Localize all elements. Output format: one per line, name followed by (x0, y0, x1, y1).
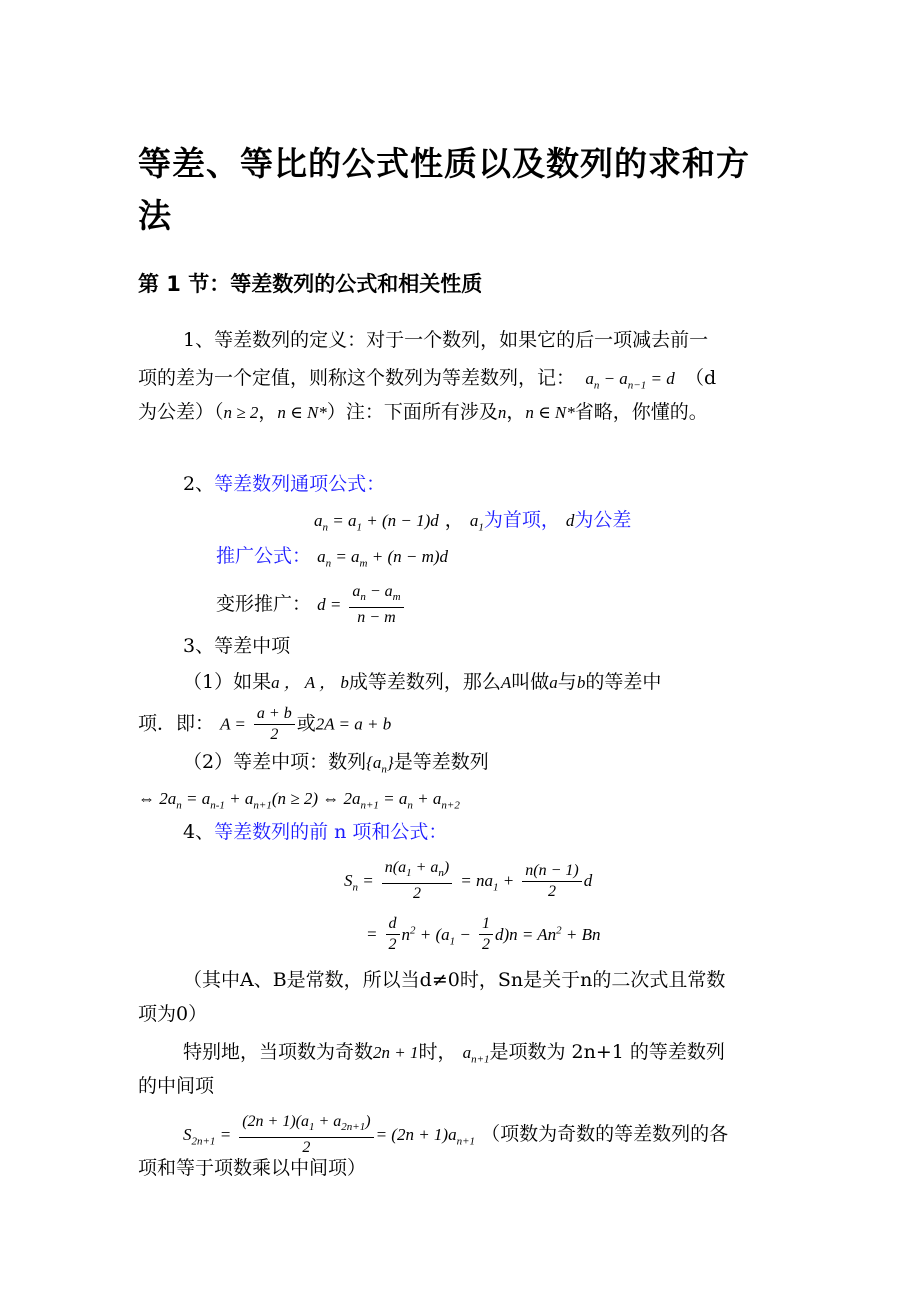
extended-label: 推广公式： (216, 545, 312, 567)
mid-p1-b: 成等差数列，那么 (348, 671, 501, 693)
cond-n-in-N: n ∈ N* (277, 403, 327, 422)
general-note-a1: $a_1$ (469, 511, 484, 534)
general-note-2: 为公差 (574, 509, 632, 531)
sum-f1-mid: = $na_1$ + (460, 871, 515, 894)
def-text-a: 为公差）（ (138, 401, 224, 423)
sum-f2-num2: 1 (479, 914, 493, 935)
variant-numerator: $a_n - a_m$ (349, 582, 403, 608)
cond-n-in-N-2: n ∈ N* (525, 403, 575, 422)
definition-formula: $a_n - a_{n-1} = d$ (581, 369, 679, 392)
mid-p1-e: 的等差中 (585, 671, 662, 693)
mid-alt-formula: 2A = a + b (315, 714, 392, 734)
odd-rhs: = $(2n + 1)a_{n+1}$ (375, 1125, 476, 1148)
var-n: n (497, 403, 507, 422)
special-2n1: 2n + 1 (373, 1043, 419, 1062)
sum-note-line1: （其中A、B是常数，所以当d≠0时，Sn是关于n的二次式且常数 (183, 969, 726, 991)
sum-heading-num: 4、 (183, 821, 215, 843)
sum-f2-frac2 (479, 914, 493, 955)
mid-p2-f5: $2a_{n+1} = a_n + a_{n+2}$ (343, 789, 460, 812)
variant-fraction (349, 582, 403, 628)
sum-f1-tail: d (583, 871, 593, 891)
mid-p1-vars: a ， A ， b (271, 673, 349, 692)
def-text-d: 省略，你懂的。 (574, 401, 708, 423)
middle-heading: 3、等差中项 (183, 635, 291, 657)
odd-den: 2 (302, 1139, 311, 1157)
general-note-sep: ， (444, 509, 464, 531)
mid-p1-c: 叫做 (511, 671, 550, 693)
variant-label: 变形推广： (216, 593, 312, 616)
mid-p2-f2: $2a_n = a_{n-1} + a_{n+1}$ (159, 789, 272, 812)
sum-f2-tail: $d)n = An^2 + Bn$ (494, 923, 601, 944)
general-note-1: 为首项， (483, 509, 560, 531)
sum-f1-num1: $n(a_1 + a_n)$ (382, 858, 452, 884)
odd-num: $(2n + 1)(a_1 + a_{2n+1})$ (239, 1112, 373, 1138)
special-b: 时， (418, 1041, 457, 1063)
mid-p2-f3: (n ≥ 2) (271, 789, 318, 808)
sum-f2-num1: d (386, 914, 400, 935)
extended-formula: $a_n = a_m + (n - m)d$ (317, 547, 449, 570)
mid-p1-b2: b (576, 673, 586, 692)
sum-formula-1 (344, 858, 592, 904)
general-heading-text: 等差数列通项公式： (214, 473, 386, 495)
sum-f1-den1: 2 (413, 885, 421, 903)
section-heading: 第 1 节：等差数列的公式和相关性质 (138, 272, 483, 296)
definition-line-2 (138, 364, 716, 399)
sum-f2-den1: 2 (388, 936, 397, 953)
mid-p1-d: 与 (557, 671, 577, 693)
sum-f2-eq: = (366, 924, 378, 944)
mid-p1-line2-text: 项．即： (138, 712, 215, 735)
definition-text-2: 项的差为一个定值，则称这个数列为等差数列，记： (138, 367, 576, 389)
mid-p2-seq: $\{a_n\}$ (366, 753, 394, 776)
mid-or: 或 (296, 712, 316, 735)
variant-lhs: d = (317, 595, 342, 615)
sum-f2-frac1 (386, 914, 400, 955)
general-heading-num: 2、 (183, 473, 215, 495)
def-text-b: ）注：下面所有涉及 (326, 401, 498, 423)
mid-denominator: 2 (270, 726, 279, 743)
definition-tail: （d (685, 367, 717, 389)
variant-denominator: n − m (357, 609, 396, 627)
odd-fraction (239, 1112, 373, 1158)
sum-f2-den2: 2 (481, 936, 490, 953)
mid-p2-b: 是等差数列 (393, 751, 489, 773)
definition-text: 1、等差数列的定义：对于一个数列，如果它的后一项减去前一 (183, 329, 709, 351)
special-line2: 的中间项 (138, 1075, 215, 1097)
odd-note1: （项数为奇数的等差数列的各 (481, 1123, 729, 1146)
mid-p1-a2: a (549, 673, 558, 692)
def-text-c: ， (506, 401, 526, 423)
mid-fraction (254, 704, 295, 745)
general-note-d: d (565, 511, 575, 530)
definition-line-1 (183, 326, 708, 354)
sum-note-line2: 项为0） (138, 1003, 208, 1025)
middle-p2-line1 (183, 748, 489, 783)
general-heading (183, 470, 385, 498)
odd-sum-formula (183, 1112, 728, 1158)
middle-p1-line2 (138, 704, 391, 745)
mid-p1-lhs: A = (220, 714, 246, 734)
sum-f1-num2: n(n − 1) (522, 861, 581, 882)
mid-p1-a: （1）如果 (183, 671, 272, 693)
page-title: 等差、等比的公式性质以及数列的求和方法 (138, 144, 750, 235)
mid-p1-A: A (500, 673, 512, 692)
mid-p2-f1: ⇔ (138, 789, 160, 808)
special-a: 特别地，当项数为奇数 (183, 1041, 374, 1063)
special-line1 (183, 1038, 725, 1073)
sum-formula-2 (366, 914, 601, 955)
mid-p2-f4: ⇔ (317, 789, 344, 808)
sum-f2-mid: $n^2 + (a_1$ − (401, 923, 471, 947)
mid-numerator: a + b (254, 704, 295, 725)
special-an1: $a_{n+1}$ (462, 1043, 490, 1066)
middle-p1-line1 (183, 668, 661, 697)
sum-f1-lhs: $S_n$ = (344, 871, 374, 894)
general-formula-line (314, 506, 631, 541)
sum-f1-frac1 (382, 858, 452, 904)
general-formula: $a_n = a_1 + (n - 1)d$ (314, 511, 439, 534)
variant-formula-line (216, 582, 406, 628)
sum-heading (183, 818, 447, 846)
extended-formula-line (216, 542, 448, 577)
def-sep: ， (258, 401, 278, 423)
sum-heading-text: 等差数列的前 n 项和公式： (214, 821, 448, 843)
sum-f1-den2: 2 (548, 882, 557, 900)
odd-lhs: $S_{2n+1}$ = (183, 1125, 232, 1148)
cond-n-ge-2: n ≥ 2 (223, 403, 259, 422)
definition-line-3 (138, 398, 708, 427)
middle-p2-formula (138, 784, 460, 819)
sum-f1-frac2 (522, 861, 581, 902)
mid-p2-a: （2）等差中项：数列 (183, 751, 367, 773)
special-c: 是项数为 2n+1 的等差数列 (489, 1041, 725, 1063)
odd-note-line2: 项和等于项数乘以中间项） (138, 1157, 367, 1179)
